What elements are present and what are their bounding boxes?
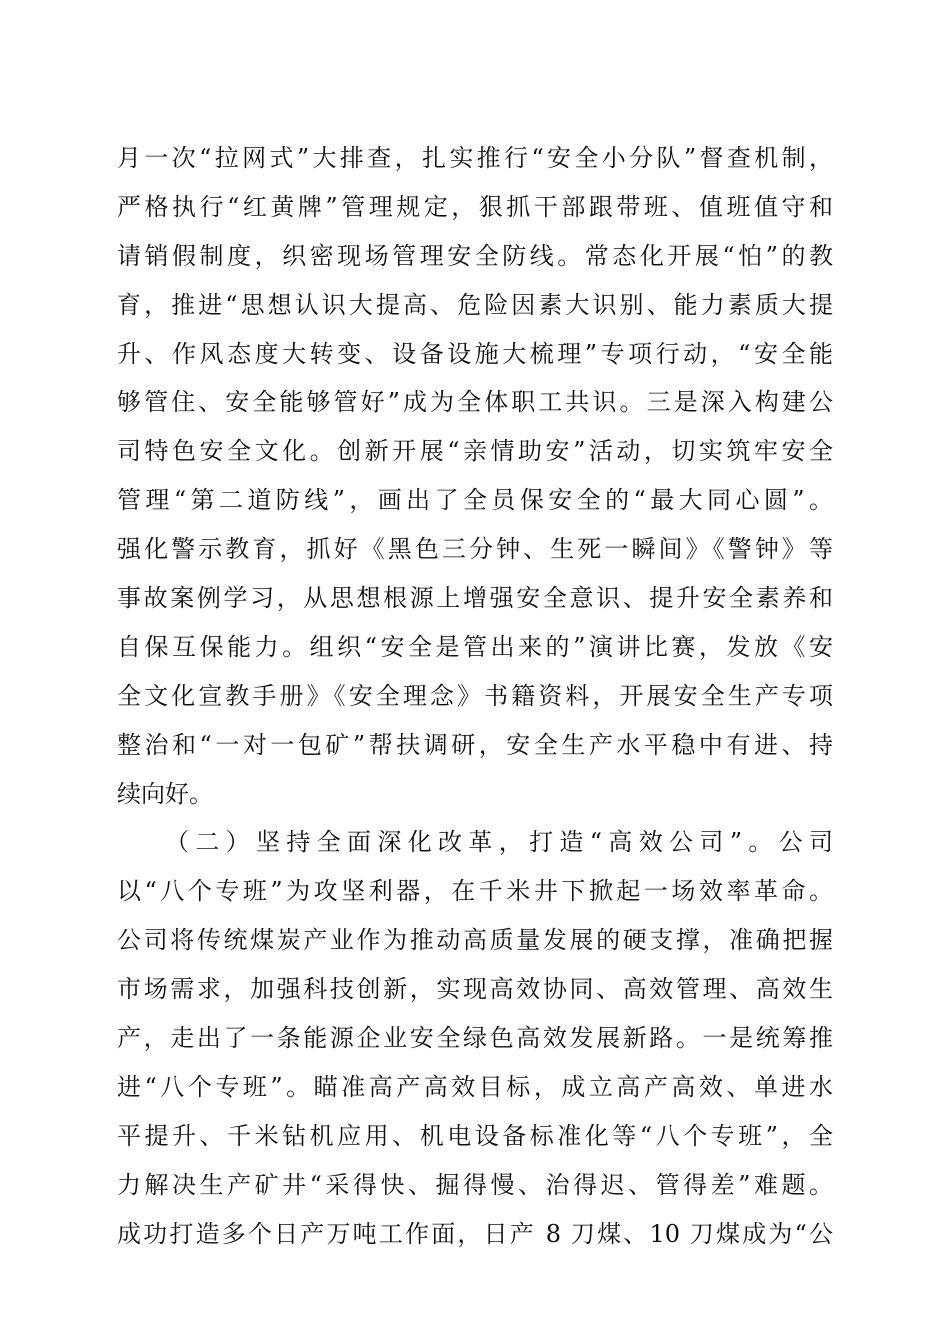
text-line: 市场需求，加强科技创新，实现高效协同、高效管理、高效生 xyxy=(117,975,833,1004)
text-line: 整治和“一对一包矿”帮扶调研，安全生产水平稳中有进、持 xyxy=(117,730,833,759)
text-line: 公司将传统煤炭产业作为推动高质量发展的硬支撑，准确把握 xyxy=(117,926,833,955)
text-line: 强化警示教育，抓好《黑色三分钟、生死一瞬间》《警钟》等 xyxy=(117,535,833,564)
text-line: 育，推进“思想认识大提高、危险因素大识别、能力素质大提 xyxy=(117,290,833,319)
text-line: 严格执行“红黄牌”管理规定，狠抓干部跟带班、值班值守和 xyxy=(117,192,833,221)
section-heading-line: （二）坚持全面深化改革，打造“高效公司”。公司 xyxy=(165,828,833,857)
body-text xyxy=(117,134,833,1258)
text-line: 够管住、安全能够管好”成为全体职工共识。三是深入构建公 xyxy=(117,388,833,417)
text-line: 管理“第二道防线”，画出了全员保安全的“最大同心圆”。 xyxy=(117,486,833,515)
text-line: 成功打造多个日产万吨工作面，日产 8 刀煤、10 刀煤成为“公 xyxy=(117,1219,833,1248)
text-line: 自保互保能力。组织“安全是管出来的”演讲比赛，发放《安 xyxy=(117,632,833,661)
text-line: 平提升、千米钻机应用、机电设备标准化等“八个专班”，全 xyxy=(117,1121,833,1150)
text-line: 月一次“拉网式”大排查，扎实推行“安全小分队”督查机制， xyxy=(117,144,833,172)
text-line: 续向好。 xyxy=(117,779,213,808)
text-line: 进“八个专班”。瞄准高产高效目标，成立高产高效、单进水 xyxy=(117,1072,833,1101)
text-line: 产，走出了一条能源企业安全绿色高效发展新路。一是统筹推 xyxy=(117,1024,833,1053)
text-line: 全文化宣教手册》《安全理念》书籍资料，开展安全生产专项 xyxy=(117,681,833,710)
text-line: 力解决生产矿井“采得快、掘得慢、治得迟、管得差”难题。 xyxy=(117,1170,833,1199)
text-line: 司特色安全文化。创新开展“亲情助安”活动，切实筑牢安全 xyxy=(117,437,833,466)
text-line: 请销假制度，织密现场管理安全防线。常态化开展“怕”的教 xyxy=(117,241,833,270)
text-line: 升、作风态度大转变、设备设施大梳理”专项行动，“安全能 xyxy=(117,339,833,368)
text-line: 以“八个专班”为攻坚利器，在千米井下掀起一场效率革命。 xyxy=(117,877,833,906)
text-line: 事故案例学习，从思想根源上增强安全意识、提升安全素养和 xyxy=(117,584,833,613)
